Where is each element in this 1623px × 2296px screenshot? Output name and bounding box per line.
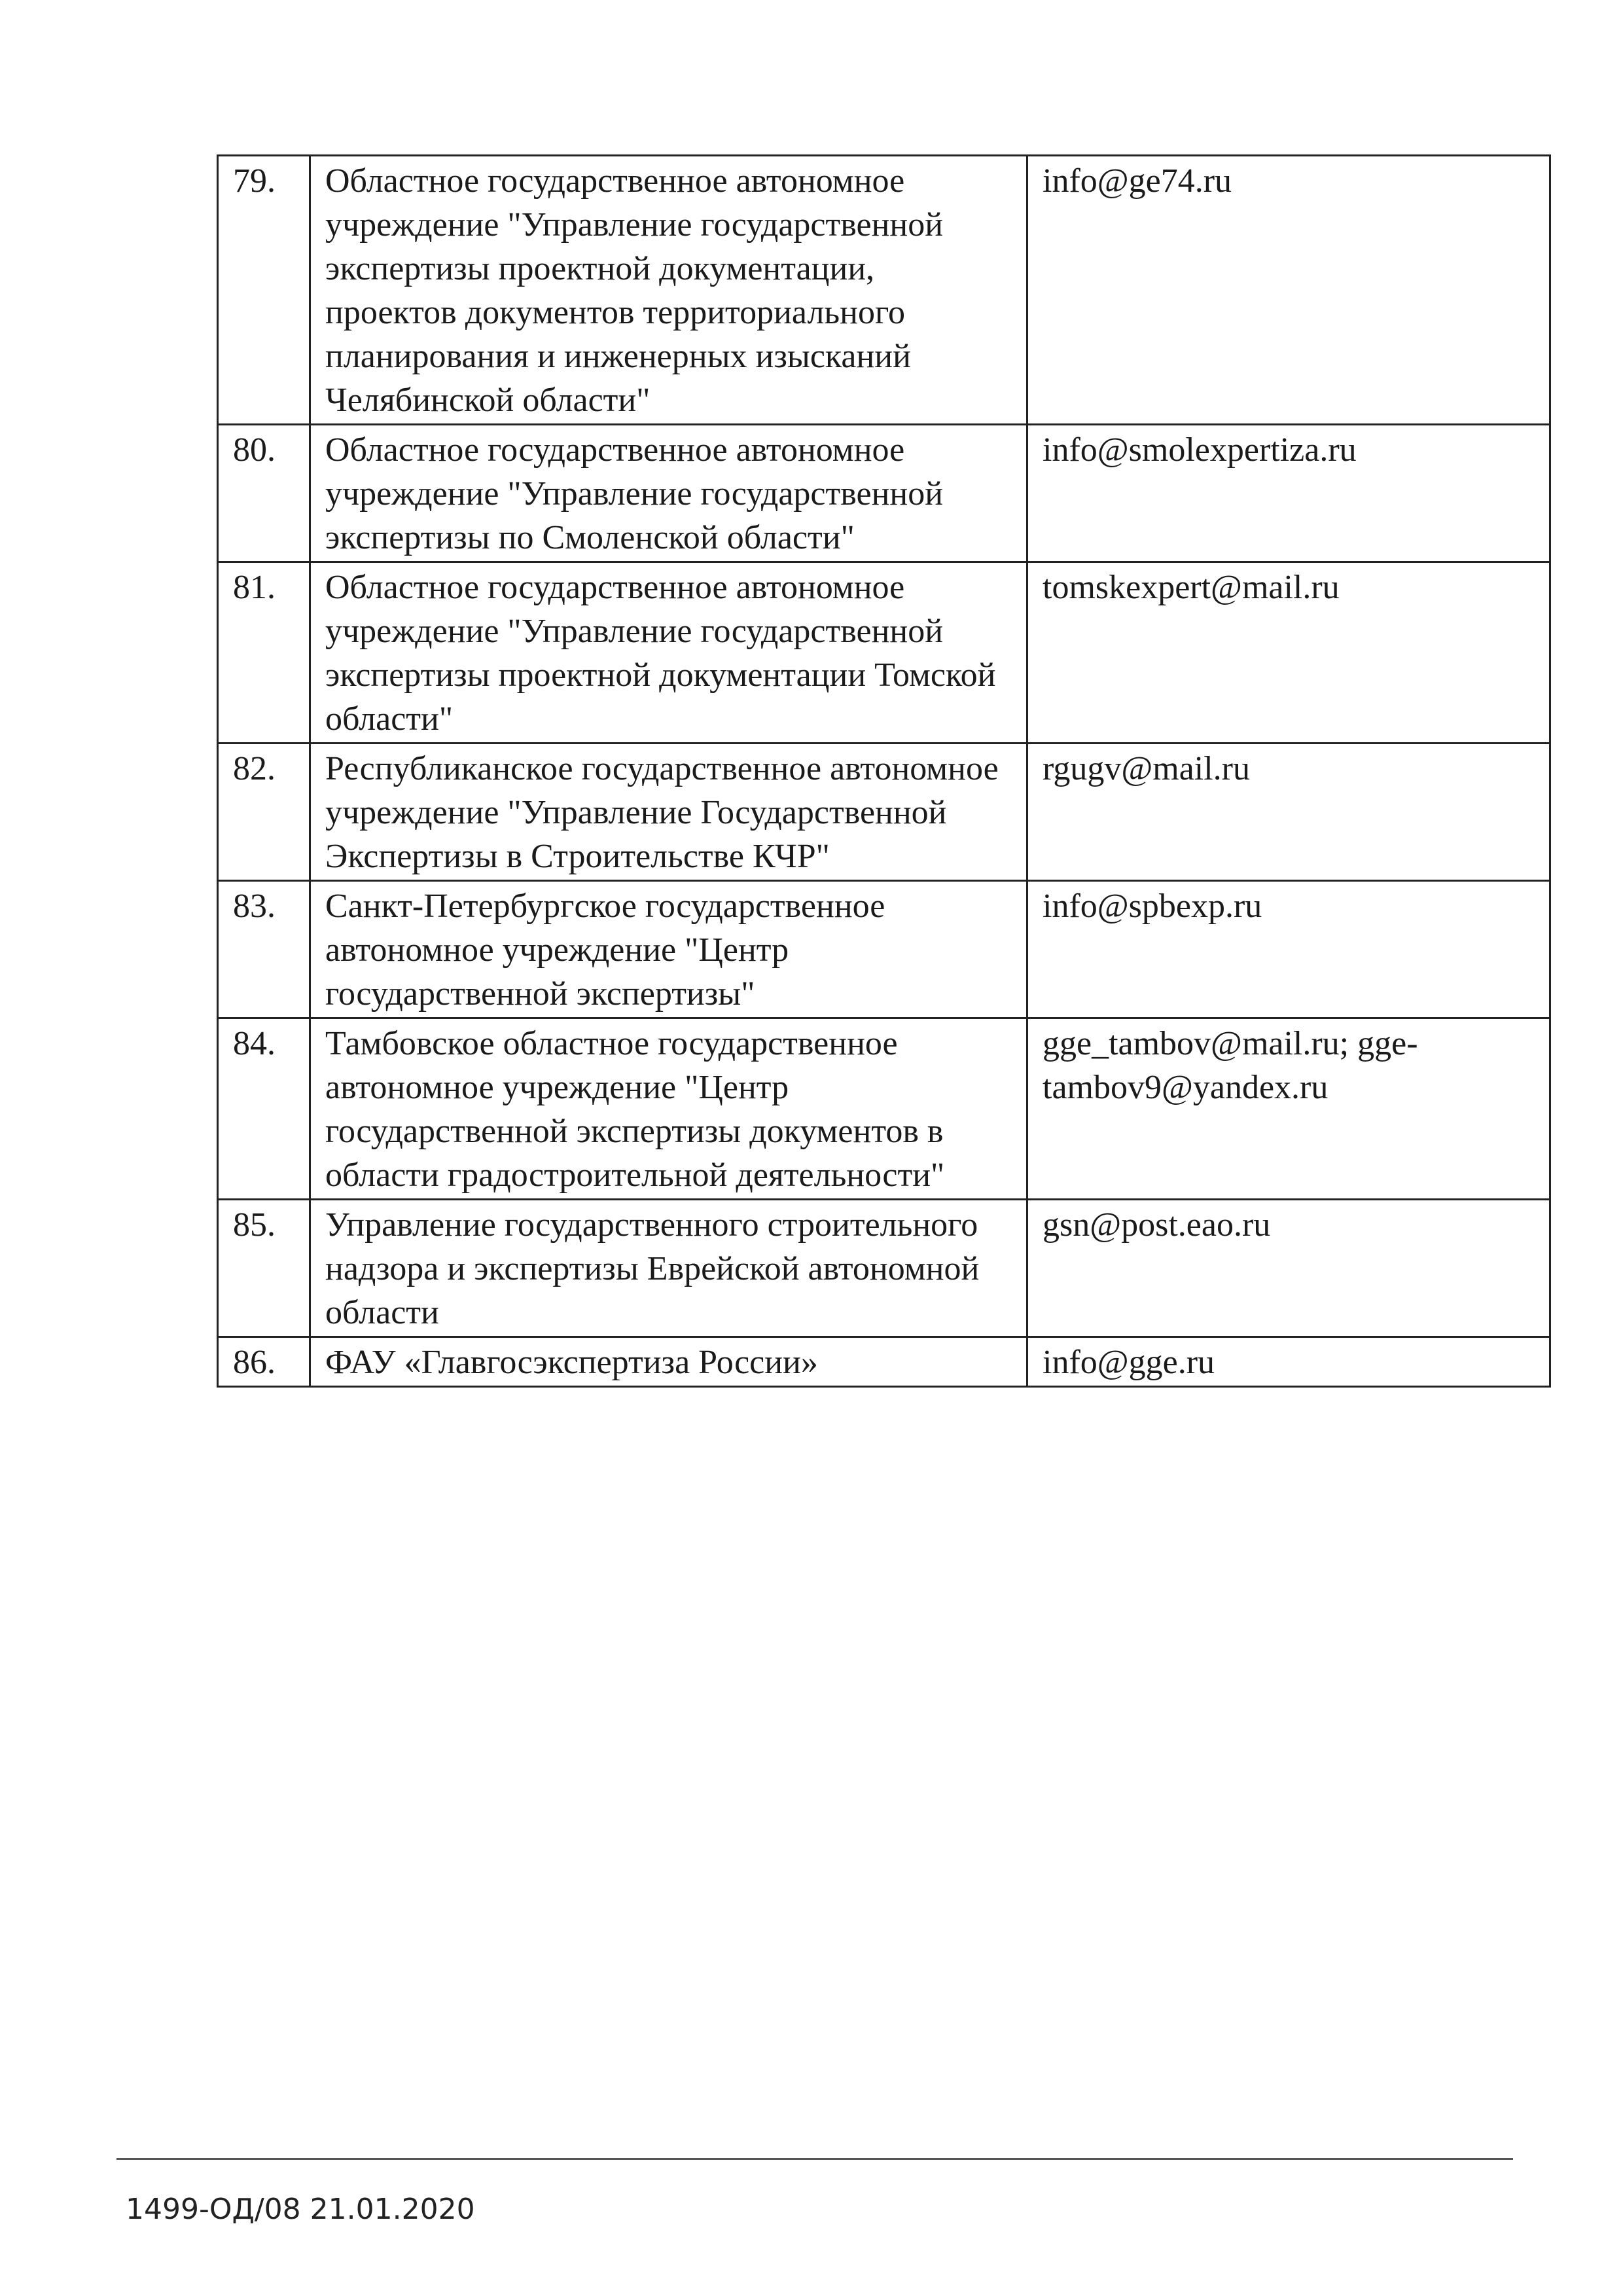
organization-name: Управление государственного строительного надзора и экспертизы Еврейской автономной области: [310, 1200, 1027, 1337]
table-row: [218, 562, 1550, 744]
organizations-table: [217, 154, 1551, 1388]
email-address: gsn@post.eao.ru: [1027, 1200, 1550, 1337]
footer-divider: [116, 2158, 1513, 2160]
email-address: gge_tambov@mail.ru; gge-tambov9@yandex.ru: [1027, 1018, 1550, 1200]
organization-name: Тамбовское областное государственное автономное учреждение "Центр государственной экспертизы документов в области градостроительной деятельности": [310, 1018, 1027, 1200]
row-number: 82.: [218, 744, 310, 881]
row-number: 86.: [218, 1337, 310, 1387]
table-row: [218, 1018, 1550, 1200]
organization-name: Областное государственное автономное учреждение "Управление государственной экспертизы проектной документации Томской области": [310, 562, 1027, 744]
organization-name: Санкт-Петербургское государственное автономное учреждение "Центр государственной экспертизы": [310, 881, 1027, 1018]
email-address: info@gge.ru: [1027, 1337, 1550, 1387]
table-row: [218, 881, 1550, 1018]
table-row: [218, 1200, 1550, 1337]
email-address: rgugv@mail.ru: [1027, 744, 1550, 881]
organization-name: Республиканское государственное автономное учреждение "Управление Государственной Экспертизы в Строительстве КЧР": [310, 744, 1027, 881]
table-row: [218, 744, 1550, 881]
email-address: info@ge74.ru: [1027, 156, 1550, 425]
email-address: info@smolexpertiza.ru: [1027, 425, 1550, 562]
row-number: 84.: [218, 1018, 310, 1200]
email-address: info@spbexp.ru: [1027, 881, 1550, 1018]
table-row: [218, 425, 1550, 562]
row-number: 79.: [218, 156, 310, 425]
document-reference: 1499-ОД/08 21.01.2020: [126, 2193, 475, 2226]
row-number: 81.: [218, 562, 310, 744]
table-row: [218, 1337, 1550, 1387]
organization-name: Областное государственное автономное учреждение "Управление государственной экспертизы по Смоленской области": [310, 425, 1027, 562]
email-address: tomskexpert@mail.ru: [1027, 562, 1550, 744]
organization-name: ФАУ «Главгосэкспертиза России»: [310, 1337, 1027, 1387]
row-number: 80.: [218, 425, 310, 562]
row-number: 85.: [218, 1200, 310, 1337]
organization-name: Областное государственное автономное учреждение "Управление государственной экспертизы проектной документации, проектов документов территориального планирования и инженерных изысканий Челябинской области": [310, 156, 1027, 425]
table-row: [218, 156, 1550, 425]
row-number: 83.: [218, 881, 310, 1018]
